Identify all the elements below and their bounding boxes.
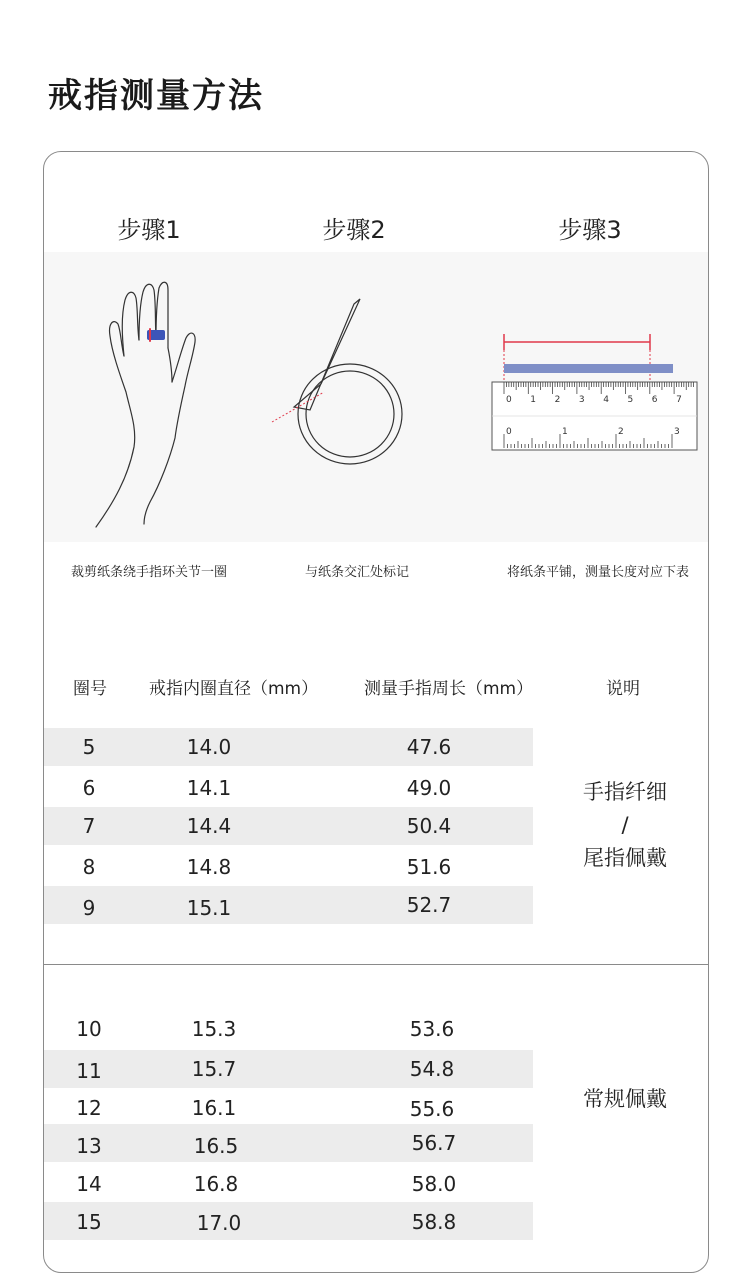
size-cell: 10 <box>76 1017 102 1041</box>
diameter-cell: 15.3 <box>191 1017 237 1041</box>
size-cell: 8 <box>82 855 96 879</box>
group2-note: 常规佩戴 <box>583 1087 667 1111</box>
diameter-cell: 14.4 <box>186 814 232 838</box>
ruler-label: 2 <box>554 395 561 405</box>
ruler-label: 4 <box>603 395 609 405</box>
hand-with-strip-illustration <box>96 282 195 527</box>
size-cell: 9 <box>82 896 96 920</box>
ruler-label: 1 <box>562 427 568 437</box>
circumference-cell: 55.6 <box>409 1097 455 1121</box>
circumference-cell: 54.8 <box>409 1057 455 1081</box>
note-line: 手指纤细 <box>583 780 667 804</box>
ruler-label: 2 <box>618 427 624 437</box>
step1-caption: 裁剪纸条绕手指环关节一圈 <box>70 565 227 580</box>
step-illustrations <box>44 252 708 542</box>
circumference-cell: 49.0 <box>406 776 452 800</box>
illustration-band <box>44 252 708 542</box>
diameter-cell: 14.1 <box>186 776 232 800</box>
ruler-label: 3 <box>578 395 585 405</box>
size-cell: 13 <box>76 1134 102 1158</box>
note-line: 尾指佩戴 <box>583 846 667 870</box>
page-title: 戒指测量方法 <box>48 76 264 116</box>
ruler-label: 0 <box>506 395 512 405</box>
group-divider <box>44 964 708 965</box>
size-cell: 5 <box>82 735 96 759</box>
ruler-label: 5 <box>627 395 634 405</box>
diameter-cell: 14.0 <box>186 735 232 759</box>
ruler-label: 0 <box>506 427 512 437</box>
header-size: 圈号 <box>73 679 107 699</box>
diameter-cell: 17.0 <box>196 1211 242 1235</box>
size-cell: 12 <box>76 1096 102 1120</box>
circumference-cell: 47.6 <box>406 735 452 759</box>
header-diameter: 戒指内圈直径（mm） <box>149 679 319 699</box>
step1-title: 步骤1 <box>117 216 181 244</box>
circumference-cell: 56.7 <box>411 1131 457 1155</box>
circumference-cell: 58.8 <box>411 1210 457 1234</box>
circumference-cell: 50.4 <box>406 814 452 838</box>
size-cell: 7 <box>82 814 96 838</box>
step2-caption: 与纸条交汇处标记 <box>304 565 409 580</box>
note-line: / <box>621 813 629 837</box>
diameter-cell: 16.1 <box>191 1096 237 1120</box>
size-cell: 15 <box>76 1210 102 1234</box>
header-circumference: 测量手指周长（mm） <box>364 679 534 699</box>
strip-loop-illustration <box>272 299 402 464</box>
step2-title: 步骤2 <box>322 216 386 244</box>
header-note: 说明 <box>606 679 640 699</box>
circumference-cell: 52.7 <box>406 893 452 917</box>
size-cell: 14 <box>76 1172 102 1196</box>
step3-caption: 将纸条平铺，测量长度对应下表 <box>506 565 689 580</box>
size-cell: 6 <box>82 776 96 800</box>
diameter-cell: 16.5 <box>193 1134 239 1158</box>
diameter-cell: 15.7 <box>191 1057 237 1081</box>
size-cell: 11 <box>76 1059 102 1083</box>
ruler-label: 3 <box>674 427 680 437</box>
ruler-label: 6 <box>651 395 658 405</box>
circumference-cell: 53.6 <box>409 1017 455 1041</box>
circumference-cell: 58.0 <box>411 1172 457 1196</box>
ruler-label: 1 <box>530 395 537 405</box>
group1-note <box>555 776 695 875</box>
diameter-cell: 14.8 <box>186 855 232 879</box>
step3-title: 步骤3 <box>558 216 622 244</box>
circumference-cell: 51.6 <box>406 855 452 879</box>
diameter-cell: 16.8 <box>193 1172 239 1196</box>
ruler-illustration <box>492 334 697 450</box>
ruler-label: 7 <box>676 395 682 405</box>
diameter-cell: 15.1 <box>186 896 232 920</box>
size-guide-card <box>43 151 709 1273</box>
